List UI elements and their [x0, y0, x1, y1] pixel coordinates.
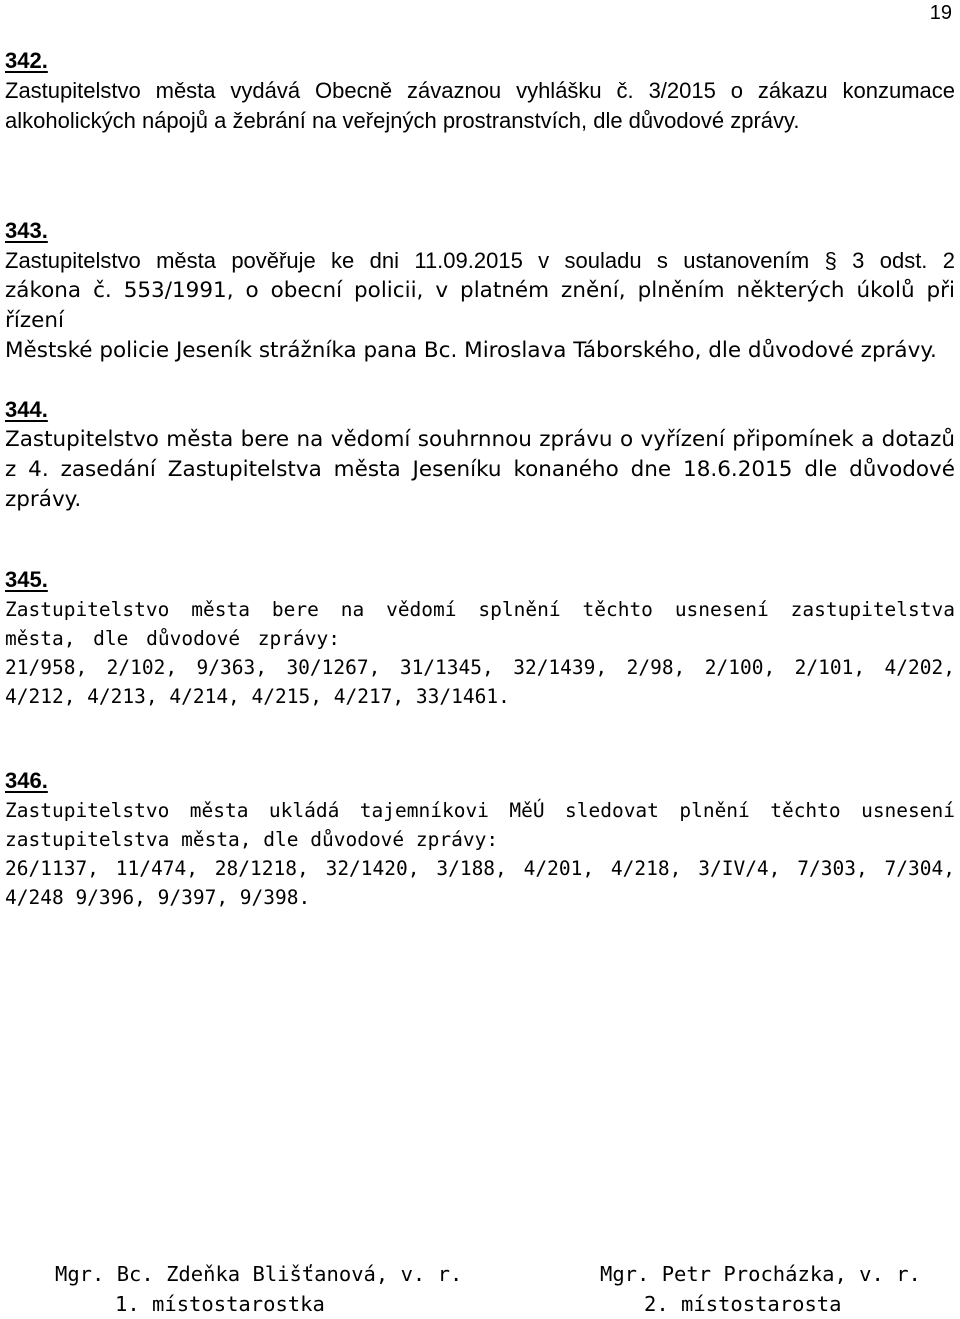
- signature-name: Mgr. Bc. Zdeňka Blišťanová, v. r.: [55, 1262, 463, 1286]
- resolution-342: [5, 46, 955, 136]
- resolution-text: Zastupitelstvo města ukládá tajemníkovi MěÚ sledovat plnění těchto usnesení zastupitelstva města, dle důvodové zprávy:: [5, 799, 955, 851]
- resolution-number: 346.: [5, 768, 48, 793]
- resolution-number: 345.: [5, 567, 48, 592]
- resolution-number: 342.: [5, 48, 48, 73]
- resolution-number: 344.: [5, 397, 48, 422]
- signature-name: Mgr. Petr Procházka, v. r.: [600, 1262, 921, 1286]
- resolution-list: 21/958, 2/102, 9/363, 30/1267, 31/1345, 32/1439, 2/98, 2/100, 2/101, 4/202, 4/212, 4/213, 4/214, 4/215, 4/217, 33/1461.: [5, 656, 955, 708]
- resolution-345: [5, 565, 955, 711]
- resolution-text: Zastupitelstvo města bere na vědomí splnění těchto usnesení zastupitelstva města, dle důvodové zprávy:: [5, 598, 955, 650]
- resolution-text: Zastupitelstvo města bere na vědomí souhrnnou zprávu o vyřízení připomínek a dotazů z 4. zasedání Zastupitelstva města Jeseníku konaného dne 18.6.2015 dle důvodové zprávy.: [5, 427, 955, 512]
- resolution-number: 343.: [5, 218, 48, 243]
- signature-first-deputy-mayor: [55, 1259, 462, 1319]
- signature-role: 2. místostarosta: [644, 1292, 842, 1316]
- resolution-list: 26/1137, 11/474, 28/1218, 32/1420, 3/188, 4/201, 4/218, 3/IV/4, 7/303, 7/304, 4/248 9/396, 9/397, 9/398.: [5, 857, 955, 909]
- resolution-344: [5, 395, 955, 515]
- resolution-text-line: Městské policie Jeseník strážníka pana Bc. Miroslava Táborského, dle důvodové zprávy.: [5, 338, 937, 363]
- resolution-text: Zastupitelstvo města vydává Obecně závaznou vyhlášku č. 3/2015 o zákazu konzumace alkoholických nápojů a žebrání na veřejných prostranstvích, dle důvodové zprávy.: [5, 78, 955, 133]
- signature-role: 1. místostarostka: [115, 1292, 325, 1316]
- resolution-346: [5, 766, 955, 912]
- page-number: 19: [929, 2, 952, 24]
- resolution-text-line: Zastupitelstvo města pověřuje ke dni 11.09.2015 v souladu s ustanovením § 3 odst. 2: [5, 248, 955, 273]
- resolution-343: [5, 216, 955, 366]
- resolution-text-line: zákona č. 553/1991, o obecní policii, v platném znění, plněním některých úkolů při řízení: [5, 278, 955, 333]
- signature-second-deputy-mayor: [600, 1259, 921, 1319]
